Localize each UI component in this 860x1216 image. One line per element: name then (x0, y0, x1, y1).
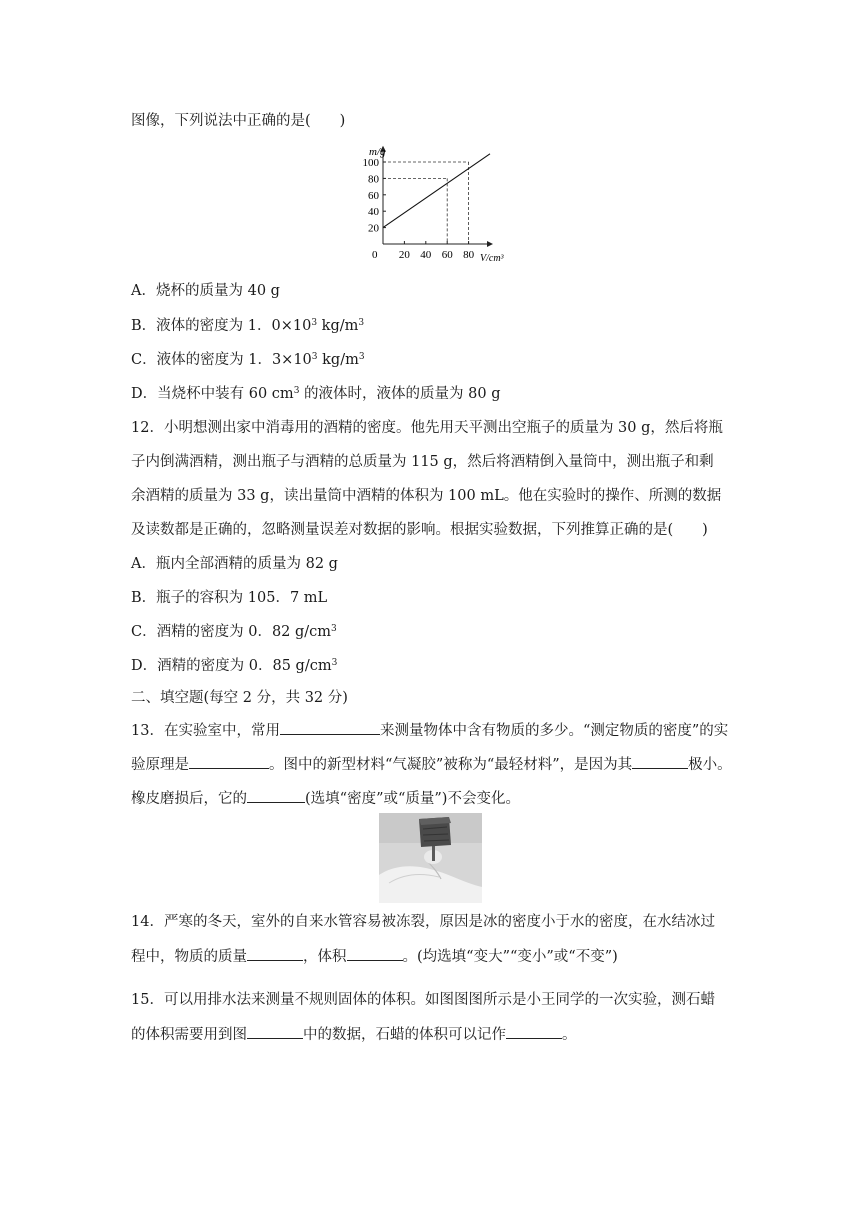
graph-guide-lines (383, 162, 469, 244)
text: 的体积需要用到图 (131, 1027, 247, 1043)
y-tick-label: 100 (362, 157, 379, 169)
superscript: 3 (311, 352, 318, 362)
q12-line-2: 子内倒满酒精，测出瓶子与酒精的总质量为 115 g，然后将酒精倒入量筒中，测出瓶子和剩 (131, 454, 714, 470)
q12-line-4: 及读数都是正确的，忽略测量误差对数据的影响。根据实验数据，下列推算正确的是( ) (131, 522, 708, 538)
q12-option-d (131, 656, 337, 676)
text: 。图中的新型材料“气凝胶”被称为“最轻材料”，是因为其 (269, 757, 633, 773)
answer-blank[interactable] (506, 1024, 562, 1039)
q15-line-1: 15．可以用排水法来测量不规则固体的体积。如图图图所示是小王同学的一次实验，测石蜡 (131, 992, 715, 1008)
answer-blank[interactable] (280, 720, 380, 735)
answer-blank[interactable] (347, 946, 403, 961)
option-text: 酒精的密度为 0．85 g/cm (157, 658, 332, 674)
superscript: 3 (331, 658, 338, 668)
q11-option-b (131, 316, 364, 336)
q15-line-2 (131, 1024, 577, 1045)
text: 橡皮磨损后，它的 (131, 791, 247, 807)
option-text: 液体的密度为 1．3×10 (156, 352, 312, 368)
option-text-unit: kg/m (317, 352, 359, 368)
y-tick-label: 60 (368, 189, 379, 202)
option-text: 烧杯的质量为 40 g (155, 283, 280, 299)
option-text: 酒精的密度为 0．82 g/cm (156, 624, 332, 640)
option-label: C． (131, 352, 157, 368)
mass-volume-graph (346, 140, 508, 268)
option-text: 液体的密度为 1．0×10 (156, 318, 312, 334)
superscript: 3 (358, 352, 365, 362)
q14-line-2 (131, 946, 618, 967)
answer-blank[interactable] (189, 754, 269, 769)
option-label: C． (131, 624, 157, 640)
q14-line-1: 14．严寒的冬天，室外的自来水管容易被冻裂，原因是冰的密度小于水的密度，在水结冰过 (131, 914, 715, 930)
q13-line-3 (131, 788, 520, 809)
x-tick-label: 80 (463, 249, 475, 261)
q12-option-c (131, 622, 337, 642)
x-axis-label: V/cm³ (480, 253, 504, 264)
graph-series (383, 154, 490, 228)
y-axis-label: m/g (369, 146, 386, 158)
superscript: 3 (358, 318, 365, 328)
option-text: 瓶子的容积为 105．7 mL (156, 590, 328, 606)
text: 来测量物体中含有物质的多少。“测定物质的密度”的实 (379, 723, 729, 739)
answer-blank[interactable] (247, 946, 303, 961)
text: 。 (562, 1027, 577, 1043)
aerogel-photo (379, 813, 482, 903)
option-label: D． (131, 386, 158, 402)
option-label: B． (131, 590, 157, 606)
option-label: A． (131, 283, 156, 299)
graph-axes (380, 146, 493, 247)
option-text: 瓶内全部酒精的质量为 82 g (155, 556, 338, 572)
q11-option-a (131, 281, 280, 301)
x-tick-label: 40 (420, 249, 432, 261)
answer-blank[interactable] (632, 754, 688, 769)
section-heading: 二、填空题(每空 2 分，共 32 分) (131, 690, 348, 706)
q12-line-3: 余酒精的质量为 33 g，读出量筒中酒精的体积为 100 mL。他在实验时的操作、所测的数据 (131, 488, 722, 504)
x-tick-label: 20 (398, 249, 410, 261)
q11-option-c (131, 350, 365, 370)
option-text: 的液体时，液体的质量为 80 g (299, 386, 501, 402)
q12-option-b (131, 588, 327, 608)
text: 中的数据，石蜡的体积可以记作 (303, 1027, 506, 1043)
q13-line-2 (131, 754, 732, 775)
text: 验原理是 (131, 757, 189, 773)
text: 。(均选填“变大”“变小”或“不变”) (402, 949, 618, 965)
option-label: B． (131, 318, 157, 334)
option-label: D． (131, 658, 158, 674)
superscript: 3 (331, 624, 337, 634)
x-tick-label: 60 (441, 249, 453, 261)
text: 极小。 (688, 757, 732, 773)
y-tick-label: 80 (368, 173, 379, 186)
text: 程中，物质的质量 (131, 949, 247, 965)
q11-stem-tail: 图像，下列说法中正确的是( ) (131, 113, 346, 129)
text: 13．在实验室中，常用 (131, 723, 280, 739)
q12-option-a (131, 554, 338, 574)
series-line (383, 154, 490, 228)
y-tick-label: 20 (368, 222, 379, 235)
q13-line-1 (131, 720, 728, 741)
graph-ticks (363, 157, 475, 261)
y-tick-label: 40 (368, 206, 379, 219)
origin-label: 0 (372, 249, 378, 261)
option-text: 当烧杯中装有 60 cm (157, 386, 294, 402)
option-label: A． (131, 556, 156, 572)
q11-option-d (131, 384, 500, 404)
answer-blank[interactable] (247, 1024, 303, 1039)
superscript: 3 (293, 386, 300, 396)
answer-blank[interactable] (247, 788, 305, 803)
option-text-unit: kg/m (317, 318, 359, 334)
superscript: 3 (311, 318, 318, 328)
text: ，体积 (303, 949, 347, 965)
q12-line-1: 12．小明想测出家中消毒用的酒精的密度。他先用天平测出空瓶子的质量为 30 g，然后将瓶 (131, 420, 723, 436)
x-axis-arrow (487, 241, 493, 247)
text: (选填“密度”或“质量”)不会变化。 (305, 791, 520, 807)
